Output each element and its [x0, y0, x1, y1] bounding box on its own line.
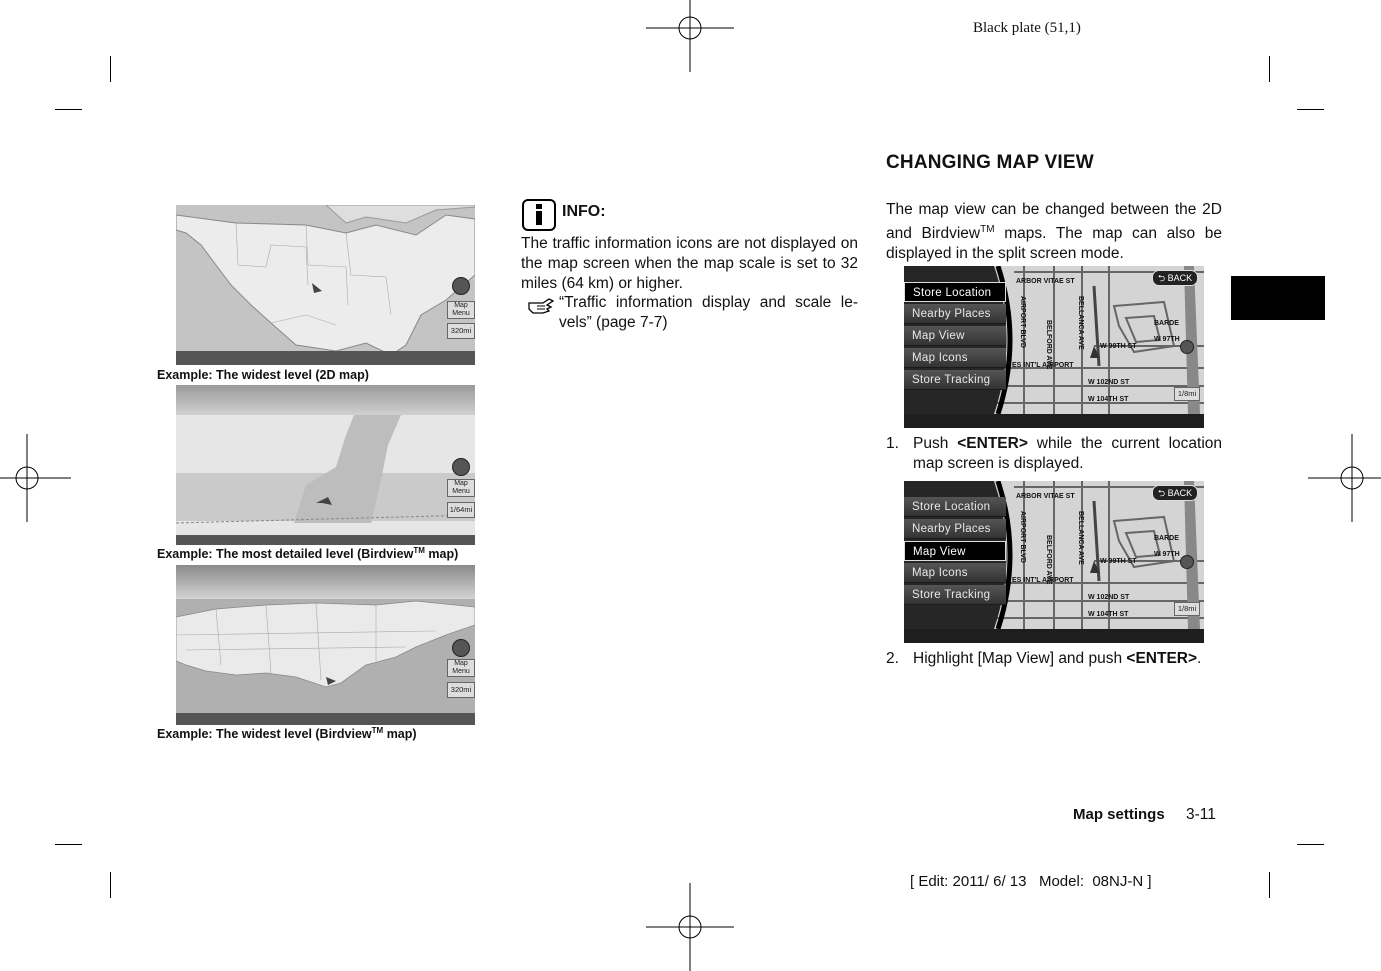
step-number: 1. [886, 435, 899, 452]
scale-button[interactable]: 1/8mi [1174, 387, 1200, 401]
scale-button[interactable]: 320mi [447, 682, 475, 698]
back-arrow-icon: ⮌ [1157, 488, 1166, 498]
registration-mark [0, 434, 71, 522]
crop-mark [1269, 56, 1270, 82]
menu-item-store-location[interactable]: Store Location [904, 282, 1006, 302]
street-label: W 99TH ST [1100, 343, 1137, 350]
crop-mark [55, 109, 82, 110]
back-button[interactable]: ⮌ BACK [1152, 485, 1198, 501]
map-menu-button[interactable]: Map Menu [447, 659, 475, 677]
pointing-hand-icon [527, 295, 555, 315]
info-icon [522, 199, 556, 231]
compass-icon[interactable] [452, 277, 470, 295]
compass-icon[interactable] [452, 458, 470, 476]
edit-info: [ Edit: 2011/ 6/ 13 Model: 08NJ-N ] [910, 873, 1152, 890]
street-label: W 102ND ST [1088, 594, 1130, 601]
scale-button[interactable]: 1/64mi [447, 502, 475, 518]
nav-screen-2 [904, 481, 1204, 643]
nav-screen-1 [904, 266, 1204, 428]
crop-mark [55, 844, 82, 845]
info-heading: INFO: [562, 203, 606, 220]
back-button[interactable]: ⮌ BACK [1152, 270, 1198, 286]
menu-item-map-view[interactable]: Map View [904, 326, 1006, 346]
step-1-text: Push <ENTER> while the current location map screen is displayed. [913, 435, 1222, 472]
street-label: W 99TH ST [1100, 558, 1137, 565]
figure-birdview-detailed [176, 385, 475, 545]
section-intro: The map view can be changed between the 2D and Birdview™ maps. The map can also be displayed in the split screen mode. [886, 201, 1222, 263]
footer-section-name: Map settings [1073, 806, 1165, 823]
section-title: CHANGING MAP VIEW [886, 152, 1094, 173]
figure-caption: Example: The most detailed level (Birdview™ map) [157, 546, 459, 562]
street-label: W 104TH ST [1088, 611, 1129, 618]
street-label: ES INT'L AIRPORT [1012, 362, 1074, 369]
street-label: W 97TH [1154, 336, 1180, 343]
plate-label: Black plate (51,1) [973, 20, 1081, 36]
menu-item-store-tracking[interactable]: Store Tracking [904, 370, 1006, 390]
map-menu-button[interactable]: Map Menu [447, 479, 475, 497]
street-label: ES INT'L AIRPORT [1012, 577, 1074, 584]
street-label: AIRPORT BLVD [1019, 511, 1026, 563]
menu-item-map-icons[interactable]: Map Icons [904, 348, 1006, 368]
back-arrow-icon: ⮌ [1157, 273, 1166, 283]
chapter-tab [1231, 276, 1325, 320]
figure-birdview-widest [176, 565, 475, 725]
street-label: AIRPORT BLVD [1019, 296, 1026, 348]
street-label: BELLANCA AVE [1077, 296, 1084, 350]
menu-item-nearby-places[interactable]: Nearby Places [904, 304, 1006, 324]
compass-icon[interactable] [1180, 340, 1194, 354]
figure-caption: Example: The widest level (2D map) [157, 368, 369, 383]
map-menu-button[interactable]: Map Menu [447, 301, 475, 319]
registration-mark [1308, 434, 1381, 522]
menu-item-nearby-places[interactable]: Nearby Places [904, 519, 1006, 539]
street-label: W 102ND ST [1088, 379, 1130, 386]
registration-mark [646, 0, 734, 72]
street-label: BELFORD AVE [1045, 535, 1052, 585]
registration-mark [646, 883, 734, 971]
scale-button[interactable]: 320mi [447, 323, 475, 339]
menu-item-map-icons[interactable]: Map Icons [904, 563, 1006, 583]
menu-item-map-view[interactable]: Map View [904, 541, 1006, 561]
compass-icon[interactable] [1180, 555, 1194, 569]
crop-mark [110, 56, 111, 82]
street-label: ARBOR VITAE ST [1016, 493, 1075, 500]
step-2-text: Highlight [Map View] and push <ENTER>. [913, 650, 1202, 667]
crop-mark [1269, 872, 1270, 898]
menu-item-store-tracking[interactable]: Store Tracking [904, 585, 1006, 605]
street-label: ARBOR VITAE ST [1016, 278, 1075, 285]
step-number: 2. [886, 650, 899, 667]
figure-caption: Example: The widest level (Birdview™ map) [157, 726, 417, 742]
street-label: BARDE [1154, 320, 1179, 327]
street-label: BELLANCA AVE [1077, 511, 1084, 565]
street-label: BARDE [1154, 535, 1179, 542]
crop-mark [110, 872, 111, 898]
crop-mark [1297, 844, 1324, 845]
compass-icon[interactable] [452, 639, 470, 657]
info-reference-link[interactable]: “Traffic information display and scale le-vels” (page 7-7) [559, 294, 858, 331]
figure-2d-widest [176, 205, 475, 365]
street-label: W 104TH ST [1088, 396, 1129, 403]
menu-item-store-location[interactable]: Store Location [904, 497, 1006, 517]
crop-mark [1297, 109, 1324, 110]
street-label: W 97TH [1154, 551, 1180, 558]
info-body: The traffic information icons are not displayed on the map screen when the map scale is set to 32 miles (64 km) or higher. [521, 235, 858, 292]
page-number: 3-11 [1186, 806, 1216, 823]
street-label: BELFORD AVE [1045, 320, 1052, 370]
scale-button[interactable]: 1/8mi [1174, 602, 1200, 616]
